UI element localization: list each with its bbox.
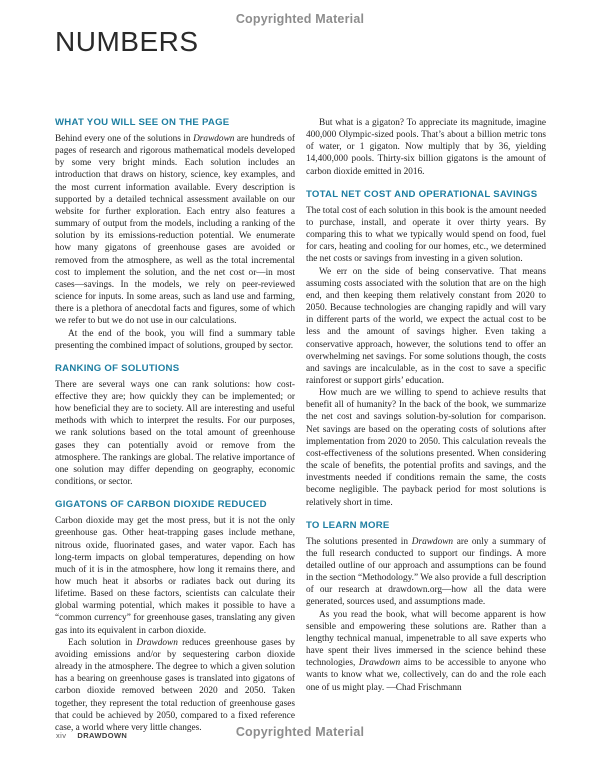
paragraph: As you read the book, what will become apparent is how sensible and empowering these solutions are. Rather than a lengthy technical manual, impenetrable to all save experts who have spent their lives immersed in the science behind these technologies, Drawdown aims to be accessible to anyone who wants to know what we, collectively, can do and the role each one of us might play. —Chad Frischmann: [306, 609, 547, 693]
paragraph: The solutions presented in Drawdown are only a summary of the full research conducted to support our findings. A more detailed outline of our approach and assumptions can be found in the section “Methodology.” We also provide a full description of our research at drawdown.org—how all the data were generated, sources used, and assumptions made.: [306, 536, 546, 608]
section-heading-gigatons-reduced: GIGATONS OF CARBON DIOXIDE REDUCED: [55, 499, 267, 511]
paragraph: Each solution in Drawdown reduces greenhouse gases by avoiding emissions and/or by sequestering carbon dioxide already in the atmosphere. The degree to which a given solution has a bearing on greenhouse gases is translated into gigatons of carbon dioxide removed between 2020 and 2050. Taken together, they represent the total reduction of greenhouse gases that could be achieved by 2050, compared to a fixed reference case, a world where very little changes.: [55, 637, 295, 733]
copyright-banner-top: Copyrighted Material: [235, 12, 365, 26]
book-title-runner: DRAWDOWN: [77, 731, 128, 740]
section-heading-what-you-will-see: WHAT YOU WILL SEE ON THE PAGE: [55, 117, 230, 128]
section-heading-total-net-cost: TOTAL NET COST AND OPERATIONAL SAVINGS: [306, 188, 538, 200]
paragraph: At the end of the book, you will find a summary table presenting the combined impact of solutions, grouped by sector.: [55, 328, 295, 351]
column-right: [306, 117, 546, 734]
paragraph: Carbon dioxide may get the most press, but it is not the only greenhouse gas. Other heat-trapping gases include methane, nitrous oxide, fluorinated gases, and water vapor. Each has long-term impacts on global temperatures, depending on how much of it is in the atmosphere, how long it remains there, and how much heat it absorbs or radiates back out during its lifetime. Based on these factors, scientists can calculate their global warming potential, which makes it possible to have a “common currency” for greenhouse gases, translating any given gas into its equivalent in carbon dioxide.: [55, 516, 295, 636]
section-heading-ranking-of-solutions: RANKING OF SOLUTIONS: [55, 362, 180, 374]
column-left: [55, 117, 295, 734]
copyright-banner-bottom: Copyrighted Material: [235, 725, 365, 739]
paragraph: How much are we willing to spend to achieve results that benefit all of humanity? In the back of the book, we summarize the net cost and savings solution-by-solution for comparison. Net savings are based on the operating costs of solutions after implementation from 2020 to 2050. This calculation reveals the cost-effectiveness of the solutions presented. When considering the scale of benefits, the potential profits and savings, and the investments needed if conditions remain the same, the costs become negligible. The payback period for most solutions is relatively short in time.: [306, 388, 546, 508]
paragraph: But what is a gigaton? To appreciate its magnitude, imagine 400,000 Olympic-sized pools. That’s about a billion metric tons of water, or 1 gigaton. Now multiply that by 36, yielding 14,400,000 pools. Thirty-six billion gigatons is the amount of carbon dioxide emitted in 2016.: [306, 118, 546, 177]
article-body: [55, 117, 546, 734]
page-title: NUMBERS: [55, 26, 199, 57]
paragraph: The total cost of each solution in this book is the amount needed to purchase, install, and operate it over thirty years. By comparing this to what we typically would spend on food, fuel for cars, heating and cooling for our homes, etc., we determined the net costs or savings from investing in a given solution.: [306, 205, 546, 265]
section-heading-to-learn-more: TO LEARN MORE: [306, 519, 390, 531]
paragraph: We err on the side of being conservative. That means assuming costs associated with the solution that are on the high end, and then keeping them relatively constant from 2020 to 2050. Because technologies are changing rapidly and will vary in different parts of the world, we expect the actual cost to be less and the amount of savings higher. Even taking a conservative approach, however, the solutions tend to offer an overwhelming net savings. For some solutions though, the costs and savings are incalculable, as in the cost to save a specific rainforest or support girls’ education.: [306, 266, 546, 386]
paragraph: Behind every one of the solutions in Drawdown are hundreds of pages of research and rigorous mathematical models developed by some very bright minds. Each solution includes an introduction that draws on history, science, key examples, and the most current information available. Every description is supported by a detailed technical assessment available on our website for further exploration. Each entry also features a summary of output from the models, including a ranking of the solution by its emissions-reduction potential. We enumerate how many gigatons of greenhouse gases are avoided or removed from the atmosphere, as well as the total incremental cost to implement the solution, and the net cost or—in most cases—savings. In the models, we rely on peer-reviewed science for inputs. In some areas, such as land use and farming, there is a plethora of anecdotal facts and figures, some of which we refer to but we do not use in our calculations.: [55, 134, 295, 327]
page-number: xiv: [56, 731, 67, 740]
paragraph: There are several ways one can rank solutions: how cost-effective they are; how quickly they can be implemented; or how beneficial they are to society. All are interesting and useful methods with which to interpret the results. For our purposes, we rank solutions based on the total amount of greenhouse gases they can potentially avoid or remove from the atmosphere. The rankings are global. The relative importance of one solution may differ depending on geography, economic conditions, or sector.: [55, 379, 295, 488]
